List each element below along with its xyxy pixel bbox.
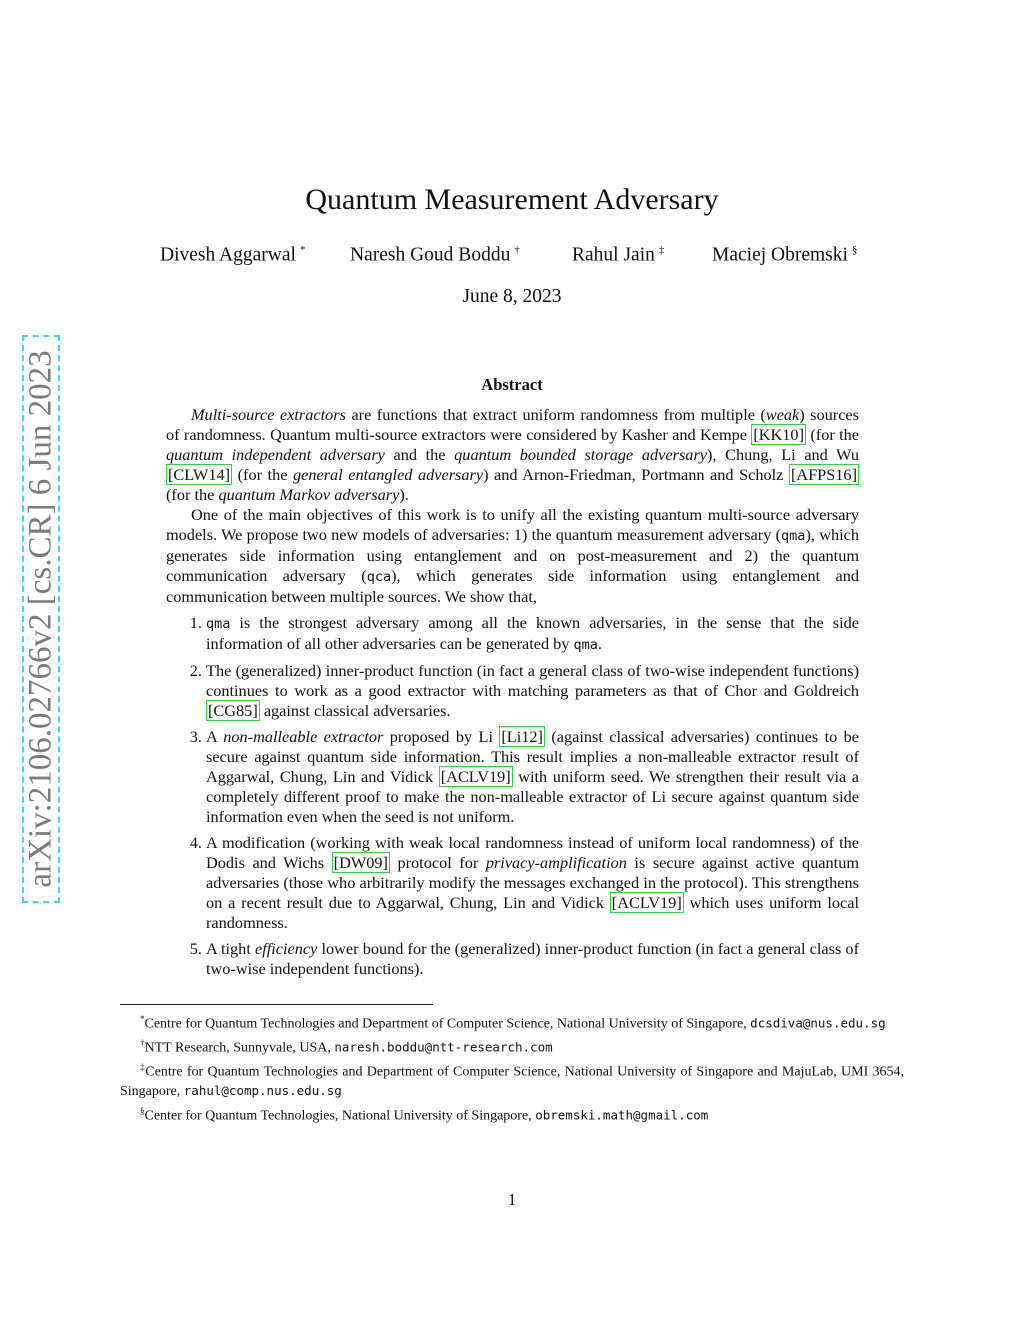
citation-afps16[interactable]: [AFPS16] — [790, 465, 857, 484]
abstract-heading: Abstract — [481, 375, 543, 394]
citation-li12[interactable]: [Li12] — [501, 727, 543, 746]
list-item: 5. A tight efficiency lower bound for the (generalized) inner-product function (in fact a general class of two-wise independent functions). — [206, 939, 859, 979]
paper-title: Quantum Measurement Adversary — [305, 183, 719, 216]
abstract-paragraph-2: One of the main objectives of this work is to unify all the existing quantum multi-source adversary models. We propose two new models of adversaries: 1) the quantum measurement adversary (qma), which generates side information using entanglement and on post-measurement and 2) the quantum communication adversary (qca), which generates side information using entanglement and communication between multiple sources. We show that, — [166, 505, 860, 606]
page-number: 1 — [507, 1190, 517, 1209]
author-1: Divesh Aggarwal * — [160, 244, 306, 266]
footnote: ‡Centre for Quantum Technologies and Department of Computer Science, National University of Singapore and MajuLab, UMI 3654, Singapore, rahul@comp.nus.edu.sg — [120, 1062, 904, 1100]
email-link[interactable]: dcsdiva@nus.edu.sg — [750, 1015, 886, 1031]
author-3-footnote-mark[interactable]: ‡ — [658, 244, 665, 256]
author-2: Naresh Goud Boddu † — [350, 244, 520, 266]
email-link[interactable]: naresh.boddu@ntt-research.com — [334, 1039, 553, 1055]
citation-dw09[interactable]: [DW09] — [333, 853, 388, 872]
author-4: Maciej Obremski § — [712, 244, 858, 266]
footnote: †NTT Research, Sunnyvale, USA, naresh.boddu@ntt-research.com — [140, 1038, 553, 1056]
citation-cg85[interactable]: [CG85] — [208, 701, 258, 720]
author-3: Rahul Jain ‡ — [572, 244, 665, 266]
email-link[interactable]: obremski.math@gmail.com — [535, 1107, 709, 1123]
arxiv-id-text: arXiv:2106.02766v2 [cs.CR] 6 Jun 2023 — [22, 350, 59, 888]
list-item: 2. The (generalized) inner-product function (in fact a general class of two-wise independent functions) continues to work as a good extractor with matching parameters as that of Chor and Goldreich [CG85] against classical adversaries. — [206, 661, 859, 721]
abstract-body — [166, 405, 859, 985]
citation-aclv19[interactable]: [ACLV19] — [611, 893, 682, 912]
citation-aclv19[interactable]: [ACLV19] — [440, 767, 511, 786]
list-item: 4. A modification (working with weak local randomness instead of uniform local randomness) of the Dodis and Wichs [DW09] protocol for privacy-amplification is secure against active quantum adversaries (those who arbitrarily modify the messages exchanged in the protocol). This strengthens on a recent result due to Aggarwal, Chung, Lin and Vidick [ACLV19] which uses uniform local randomness. — [206, 833, 859, 933]
author-4-footnote-mark[interactable]: § — [851, 244, 858, 256]
footnote-divider — [120, 1004, 433, 1005]
footnote: §Center for Quantum Technologies, National University of Singapore, obremski.math@gmail.com — [140, 1105, 709, 1124]
abstract-paragraph-1: Multi-source extractors are functions that extract uniform randomness from multiple (weak) sources of randomness. Quantum multi-source extractors were considered by Kasher and Kempe [KK10] (for the quantum independent adversary and the quantum bounded storage adversary), Chung, Li and Wu [CLW14] (for the general entangled adversary) and Arnon-Friedman, Portmann and Scholz [AFPS16] (for the quantum Markov adversary). — [166, 405, 860, 504]
author-2-footnote-mark[interactable]: † — [514, 244, 520, 256]
citation-clw14[interactable]: [CLW14] — [168, 465, 231, 484]
author-list — [0, 244, 1024, 274]
list-item: 1. qma is the strongest adversary among all the known adversaries, in the sense that the side information of all other adversaries can be generated by qma. — [206, 613, 859, 655]
author-1-footnote-mark[interactable]: * — [299, 244, 306, 256]
list-item: 3. A non-malleable extractor proposed by Li [Li12] (against classical adversaries) continues to be secure against quantum side information. This result implies a non-malleable extractor result of Aggarwal, Chung, Lin and Vidick [ACLV19] with uniform seed. We strengthen their result via a completely different proof to make the non-malleable extractor of Li secure against quantum side information even when the seed is not uniform. — [206, 727, 859, 827]
citation-kk10[interactable]: [KK10] — [753, 425, 804, 444]
footnotes — [120, 1010, 904, 1126]
email-link[interactable]: rahul@comp.nus.edu.sg — [183, 1083, 342, 1099]
arxiv-identifier-stamp[interactable] — [22, 335, 60, 903]
publication-date: June 8, 2023 — [462, 286, 562, 307]
footnote: *Centre for Quantum Technologies and Department of Computer Science, National University of Singapore, dcsdiva@nus.edu.sg — [140, 1014, 886, 1032]
contribution-list — [166, 613, 859, 979]
